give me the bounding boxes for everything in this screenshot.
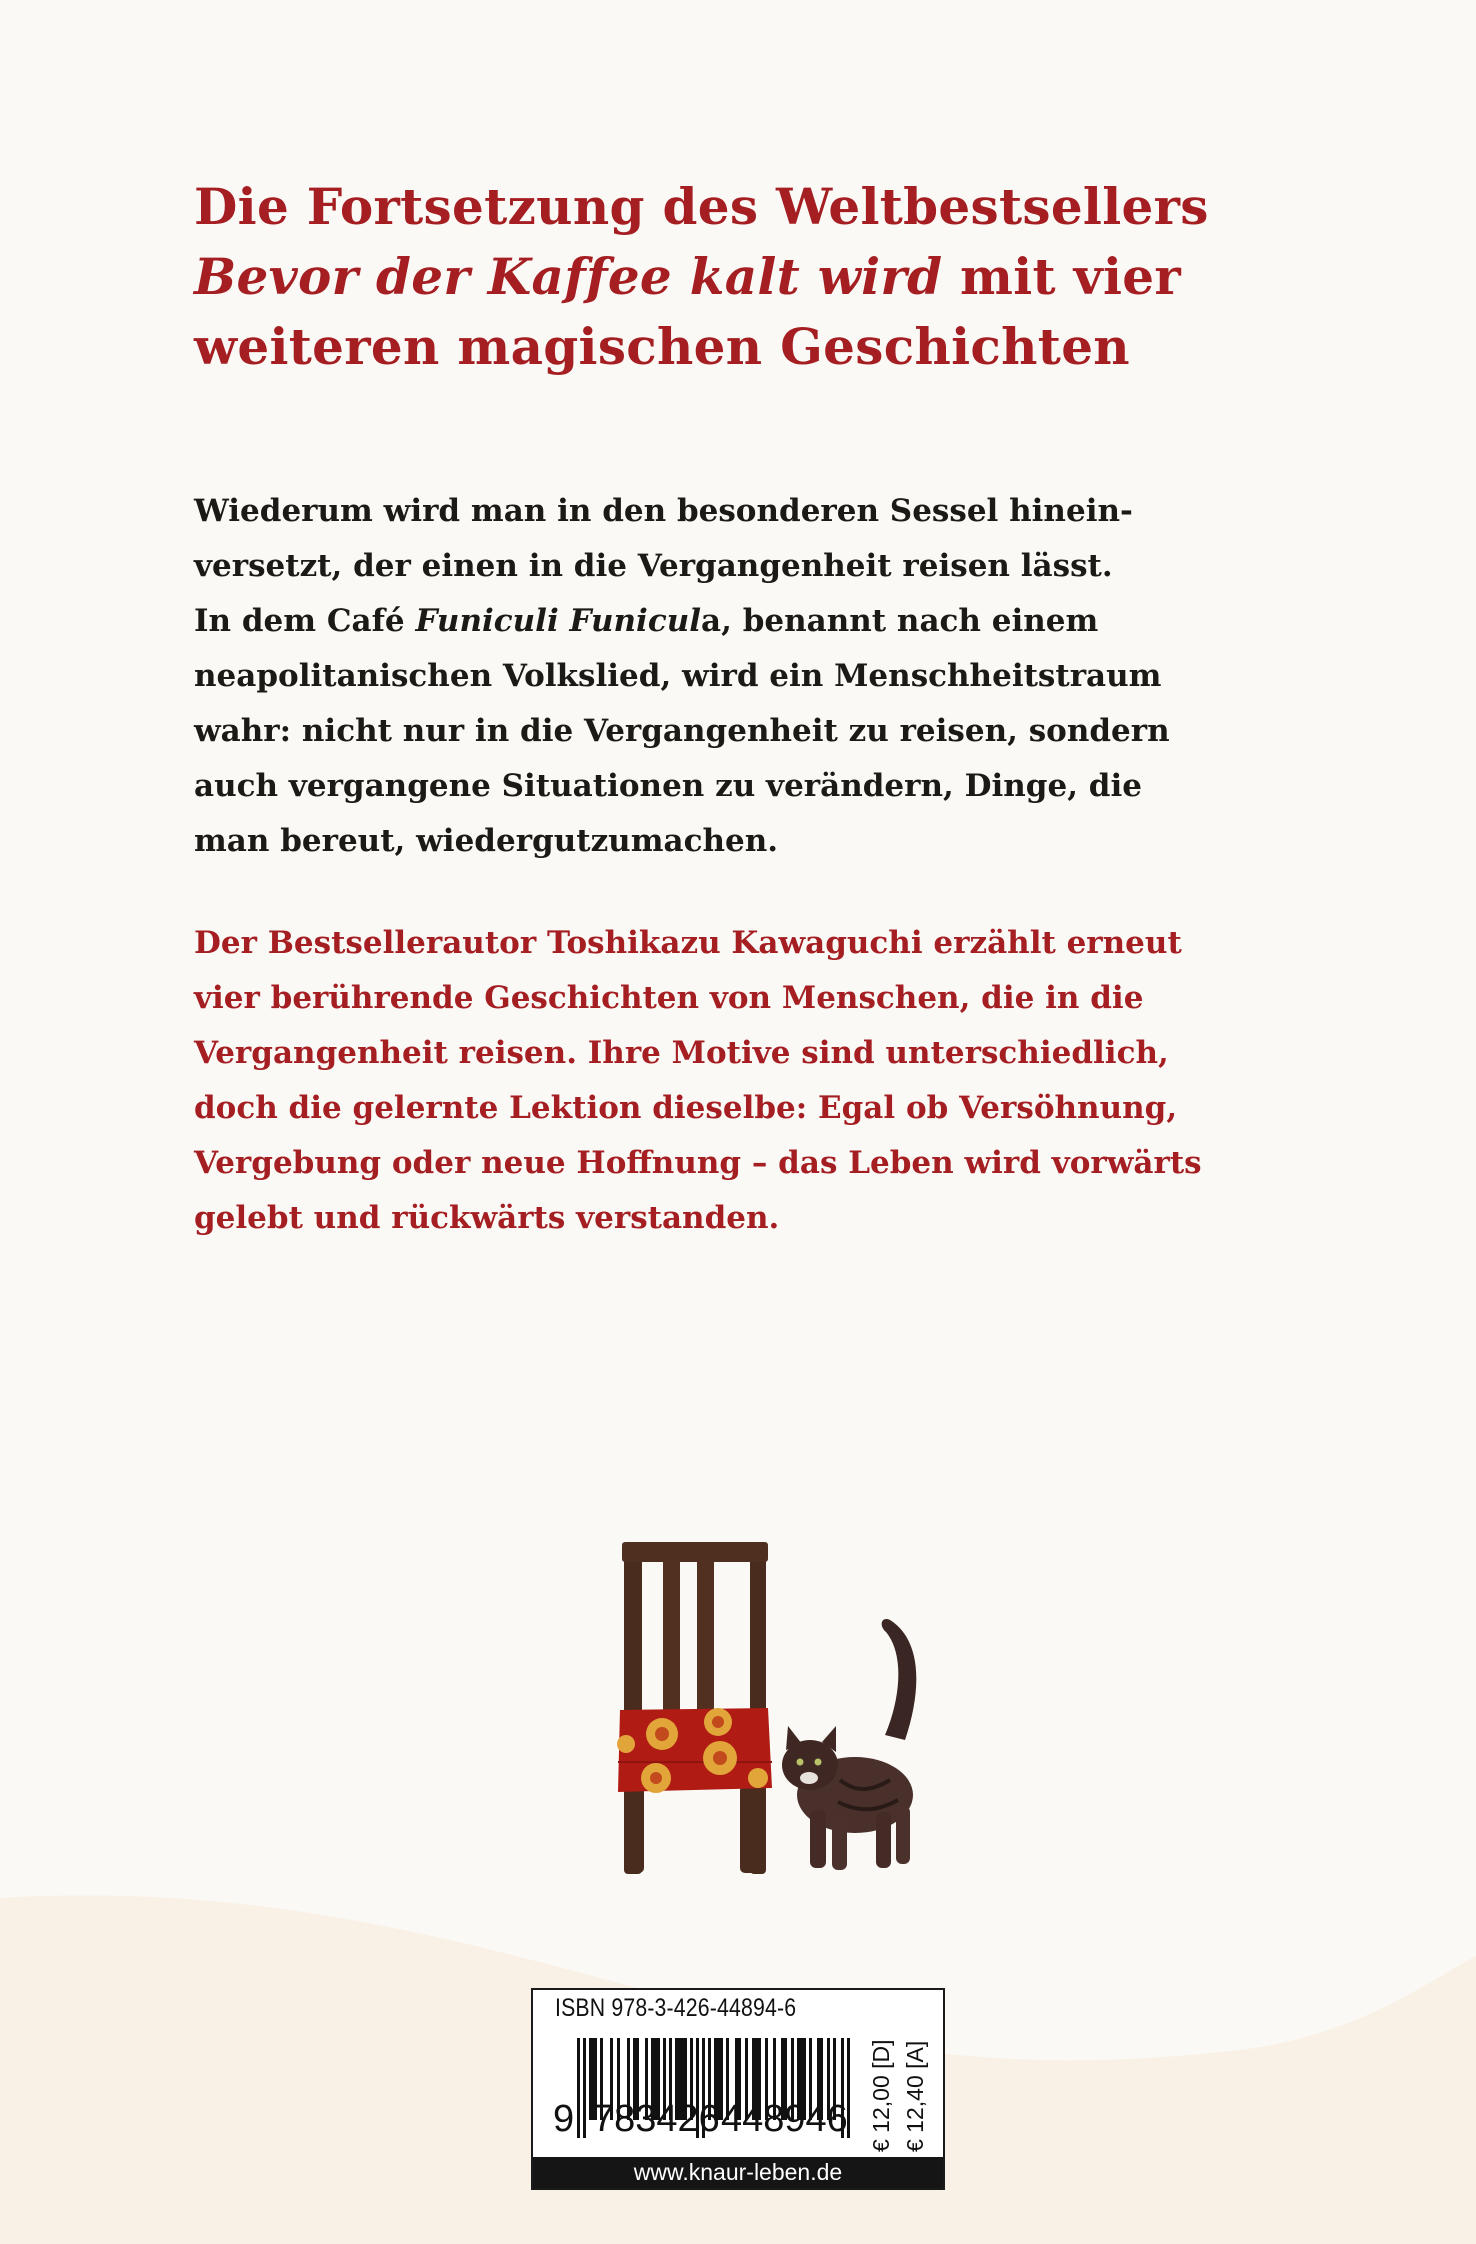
blurb-line: vier berührende Geschichten von Menschen, die in die xyxy=(194,980,1144,1016)
price-austria: € 12,40 [A] xyxy=(902,2040,928,2152)
isbn-text: ISBN 978-3-426-44894-6 xyxy=(555,1994,797,2022)
blurb-line: doch die gelernte Lektion dieselbe: Egal ob Versöhnung, xyxy=(194,1090,1178,1126)
blurb-line: Vergangenheit reisen. Ihre Motive sind unterschiedlich, xyxy=(194,1035,1169,1071)
blurb-line: Wiederum wird man in den besonderen Sessel hinein- xyxy=(194,493,1133,529)
price-labels xyxy=(869,2034,937,2152)
price-germany: € 12,00 [D] xyxy=(868,2039,894,2152)
blurb-paragraph-1 xyxy=(194,484,1294,869)
blurb-line: gelebt und rückwärts verstanden. xyxy=(194,1200,780,1236)
headline-line-2: Bevor der Kaffee kalt wird mit vier xyxy=(194,247,1182,306)
blurb-line: man bereut, wiedergutzumachen. xyxy=(194,823,779,859)
blurb-line: Der Bestsellerautor Toshikazu Kawaguchi erzählt erneut xyxy=(194,925,1182,961)
blurb-line: neapolitanischen Volkslied, wird ein Menschheitstraum xyxy=(194,658,1162,694)
isbn-barcode-label xyxy=(531,1988,945,2190)
chair-and-cat-illustration xyxy=(600,1530,930,1875)
barcode-digit-group-2: 448946 xyxy=(721,2098,848,2140)
barcode-digits xyxy=(551,2098,861,2142)
headline-line-1: Die Fortsetzung des Weltbestsellers xyxy=(194,177,1209,236)
barcode-digit-group-1: 783426 xyxy=(593,2098,720,2140)
blurb-paragraph-2 xyxy=(194,916,1294,1246)
blurb-line: In dem Café Funiculi Funicula, benannt nach einem xyxy=(194,603,1099,639)
blurb-line: Vergebung oder neue Hoffnung – das Leben wird vorwärts xyxy=(194,1145,1202,1181)
cat-icon xyxy=(782,1619,916,1870)
cafe-name: Funiculi Funicul xyxy=(415,603,702,639)
barcode-digit-prefix: 9 xyxy=(553,2098,575,2140)
blurb-line: versetzt, der einen in die Vergangenheit reisen lässt. xyxy=(194,548,1113,584)
cover-headline xyxy=(194,172,1294,382)
blurb-line: wahr: nicht nur in die Vergangenheit zu reisen, sondern xyxy=(194,713,1170,749)
publisher-url: www.knaur-leben.de xyxy=(533,2157,943,2188)
blurb-line: auch vergangene Situationen zu verändern, Dinge, die xyxy=(194,768,1142,804)
chair-icon xyxy=(617,1542,772,1874)
headline-line-3: weiteren magischen Geschichten xyxy=(194,317,1130,376)
book-title-reference: Bevor der Kaffee kalt wird xyxy=(194,247,943,306)
